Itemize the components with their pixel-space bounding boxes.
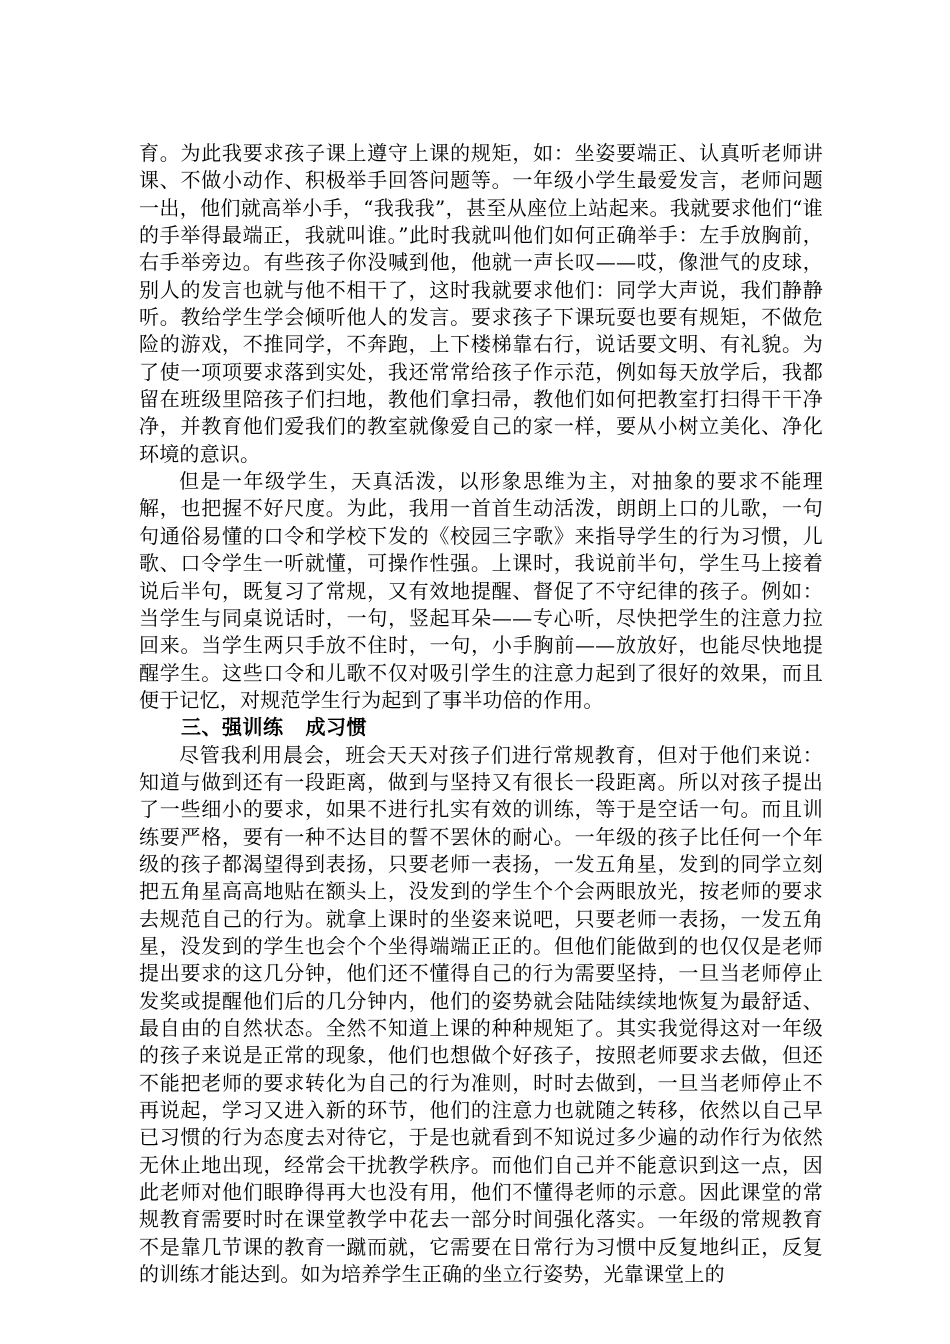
section-heading-number: 三、强训练 xyxy=(181,715,284,740)
section-heading xyxy=(139,714,823,741)
paragraph-1: 育。为此我要求孩子课上遵守上课的规矩，如：坐姿要端正、认真听老师讲课、不做小动作、积极举手回答问题等。一年级小学生最爱发言，老师问题一出，他们就高举小手，“我我我”，甚至从座位上站起来。我就要求他们“谁的手举得最端正，我就叫谁。”此时我就叫他们如何正确举手：左手放胸前，右手举旁边。有些孩子你没喊到他，他就一声长叹——哎，像泄气的皮球，别人的发言也就与他不相干了，这时我就要求他们：同学大声说，我们静静听。教给学生学会倾听他人的发言。要求孩子下课玩耍也要有规矩，不做危险的游戏，不推同学，不奔跑，上下楼梯靠右行，说话要文明、有礼貌。为了使一项项要求落到实处，我还常常给孩子作示范，例如每天放学后，我都留在班级里陪孩子们扫地，教他们拿扫帚，教他们如何把教室打扫得干干净净，并教育他们爱我们的教室就像爱自己的家一样，要从小树立美化、净化环境的意识。 xyxy=(139,141,823,466)
document-page xyxy=(139,140,823,1288)
paragraph-3: 尽管我利用晨会，班会天天对孩子们进行常规教育，但对于他们来说：知道与做到还有一段距离，做到与坚持又有很长一段距离。所以对孩子提出了一些细小的要求，如果不进行扎实有效的训练，等于是空话一句。而且训练要严格，要有一种不达目的誓不罢休的耐心。一年级的孩子比任何一个年级的孩子都渴望得到表扬，只要老师一表扬，一发五角星，发到的同学立刻把五角星高高地贴在额头上，没发到的学生个个会两眼放光，按老师的要求去规范自己的行为。就拿上课时的坐姿来说吧，只要老师一表扬，一发五角星，没发到的学生也会个个坐得端端正正的。但他们能做到的也仅仅是老师提出要求的这几分钟，他们还不懂得自己的行为需要坚持，一旦当老师停止发奖或提醒他们后的几分钟内，他们的姿势就会陆陆续续地恢复为最舒适、最自由的自然状态。全然不知道上课的种种规矩了。其实我觉得这对一年级的孩子来说是正常的现象，他们也想做个好孩子，按照老师要求去做，但还不能把老师的要求转化为自己的行为准则，时时去做到，一旦当老师停止不再说起，学习又进入新的环节，他们的注意力也就随之转移，依然以自己早已习惯的行为态度去对待它，于是也就看到不知说过多少遍的动作行为依然无休止地出现，经常会干扰教学秩序。而他们自己并不能意识到这一点，因此老师对他们眼睁得再大也没有用，他们不懂得老师的示意。因此课堂的常规教育需要时时在课堂教学中花去一部分时间强化落实。一年级的常规教育不是靠几节课的教育一蹴而就，它需要在日常行为习惯中反复地纠正，反复的训练才能达到。如为培养学生正确的坐立行姿势，光靠课堂上的 xyxy=(139,742,823,1287)
paragraph-2: 但是一年级学生，天真活泼，以形象思维为主，对抽象的要求不能理解，也把握不好尺度。为此，我用一首首生动活泼，朗朗上口的儿歌，一句句通俗易懂的口令和学校下发的《校园三字歌》来指导学生的行为习惯，儿歌、口令学生一听就懂，可操作性强。上课时，我说前半句，学生马上接着说后半句，既复习了常规，又有效地提醒、督促了不守纪律的孩子。例如：当学生与同桌说话时，一句，竖起耳朵——专心听，尽快把学生的注意力拉回来。当学生两只手放不住时，一句，小手胸前——放放好，也能尽快地提醒学生。这些口令和儿歌不仅对吸引学生的注意力起到了很好的效果，而且便于记忆，对规范学生行为起到了事半功倍的作用。 xyxy=(139,469,823,712)
section-heading-text: 成习惯 xyxy=(305,715,367,740)
